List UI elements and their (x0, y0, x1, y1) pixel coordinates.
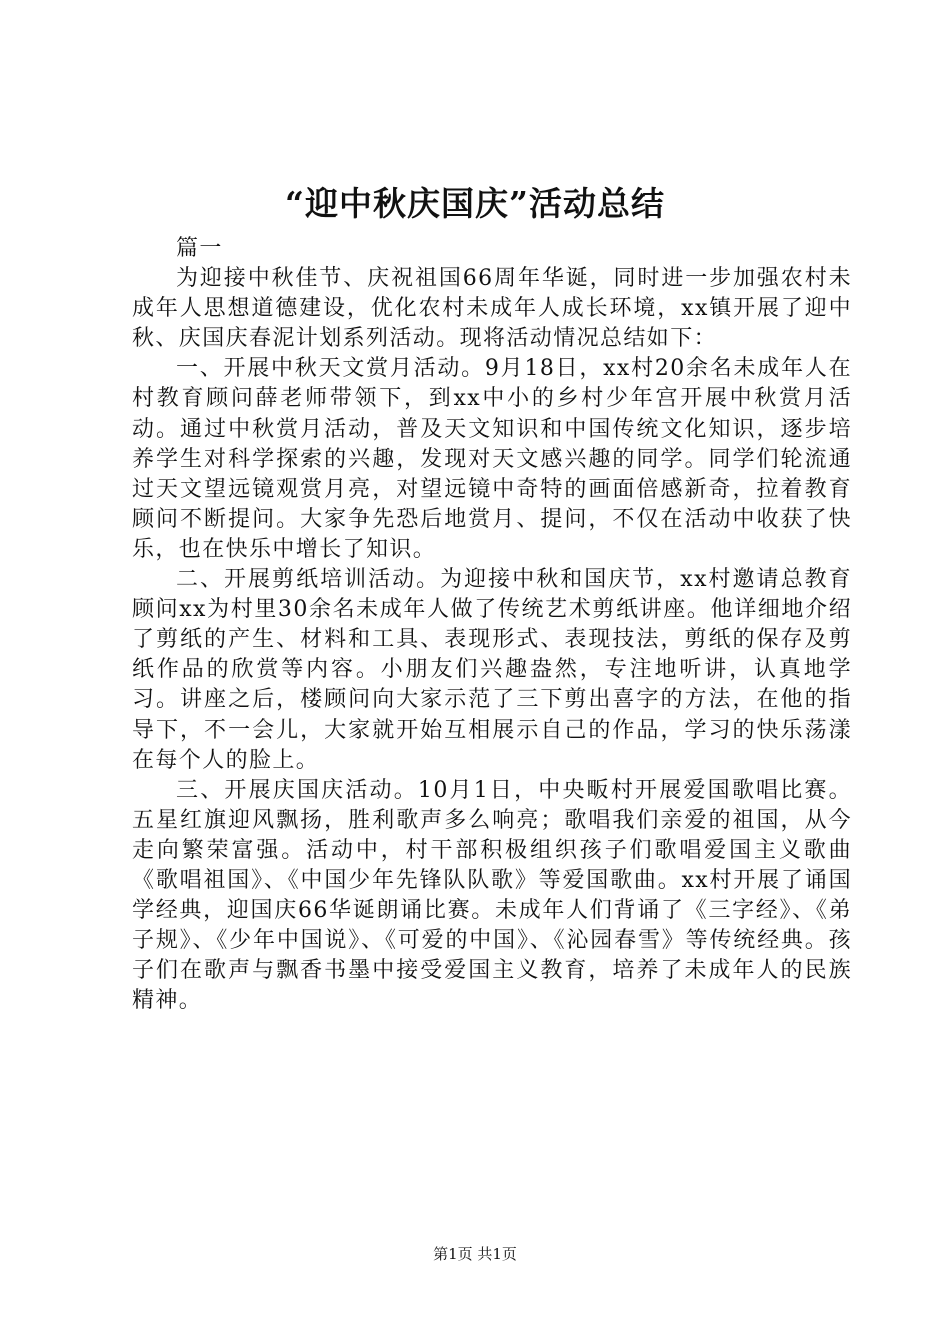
paragraph-intro: 为迎接中秋佳节、庆祝祖国66周年华诞，同时进一步加强农村未成年人思想道德建设，优化农村未成年人成长环境，xx镇开展了迎中秋、庆国庆春泥计划系列活动。现将活动情况总结如下： (132, 266, 852, 352)
paragraph-national-day: 三、开展庆国庆活动。10月1日，中央畈村开展爱国歌唱比赛。五星红旗迎风飘扬，胜利歌声多么响亮；歌唱我们亲爱的祖国，从今走向繁荣富强。活动中，村干部积极组织孩子们歌唱爱国主义歌曲《歌唱祖国》、《中国少年先锋队队歌》等爱国歌曲。xx村开展了诵国学经典，迎国庆66华诞朗诵比赛。未成年人们背诵了《三字经》、《弟子规》、《少年中国说》、《可爱的中国》、《沁园春雪》等传统经典。孩子们在歌声与飘香书墨中接受爱国主义教育，培养了未成年人的民族精神。 (132, 777, 852, 1014)
paragraph-paper-cutting: 二、开展剪纸培训活动。为迎接中秋和国庆节，xx村邀请总教育顾问xx为村里30余名未成年人做了传统艺术剪纸讲座。他详细地介绍了剪纸的产生、材料和工具、表现形式、表现技法，剪纸的保存及剪纸作品的欣赏等内容。小朋友们兴趣盎然，专注地听讲，认真地学习。讲座之后，楼顾问向大家示范了三下剪出喜字的方法，在他的指导下，不一会儿，大家就开始互相展示自己的作品，学习的快乐荡漾在每个人的脸上。 (132, 567, 852, 773)
paragraph-mid-autumn-moon-viewing: 一、开展中秋天文赏月活动。9月18日，xx村20余名未成年人在村教育顾问薛老师带领下，到xx中小的乡村少年宫开展中秋赏月活动。通过中秋赏月活动，普及天文知识和中国传统文化知识，逐步培养学生对科学探索的兴趣，发现对天文感兴趣的同学。同学们轮流通过天文望远镜观赏月亮，对望远镜中奇特的画面倍感新奇，拉着教育顾问不断提问。大家争先恐后地赏月、提问，不仅在活动中收获了快乐，也在快乐中增长了知识。 (132, 356, 852, 562)
document-title: “迎中秋庆国庆”活动总结 (285, 184, 665, 223)
section-label: 篇一 (176, 236, 223, 261)
document-body (132, 234, 852, 1016)
page-footer: 第1页 共1页 (433, 1245, 517, 1263)
